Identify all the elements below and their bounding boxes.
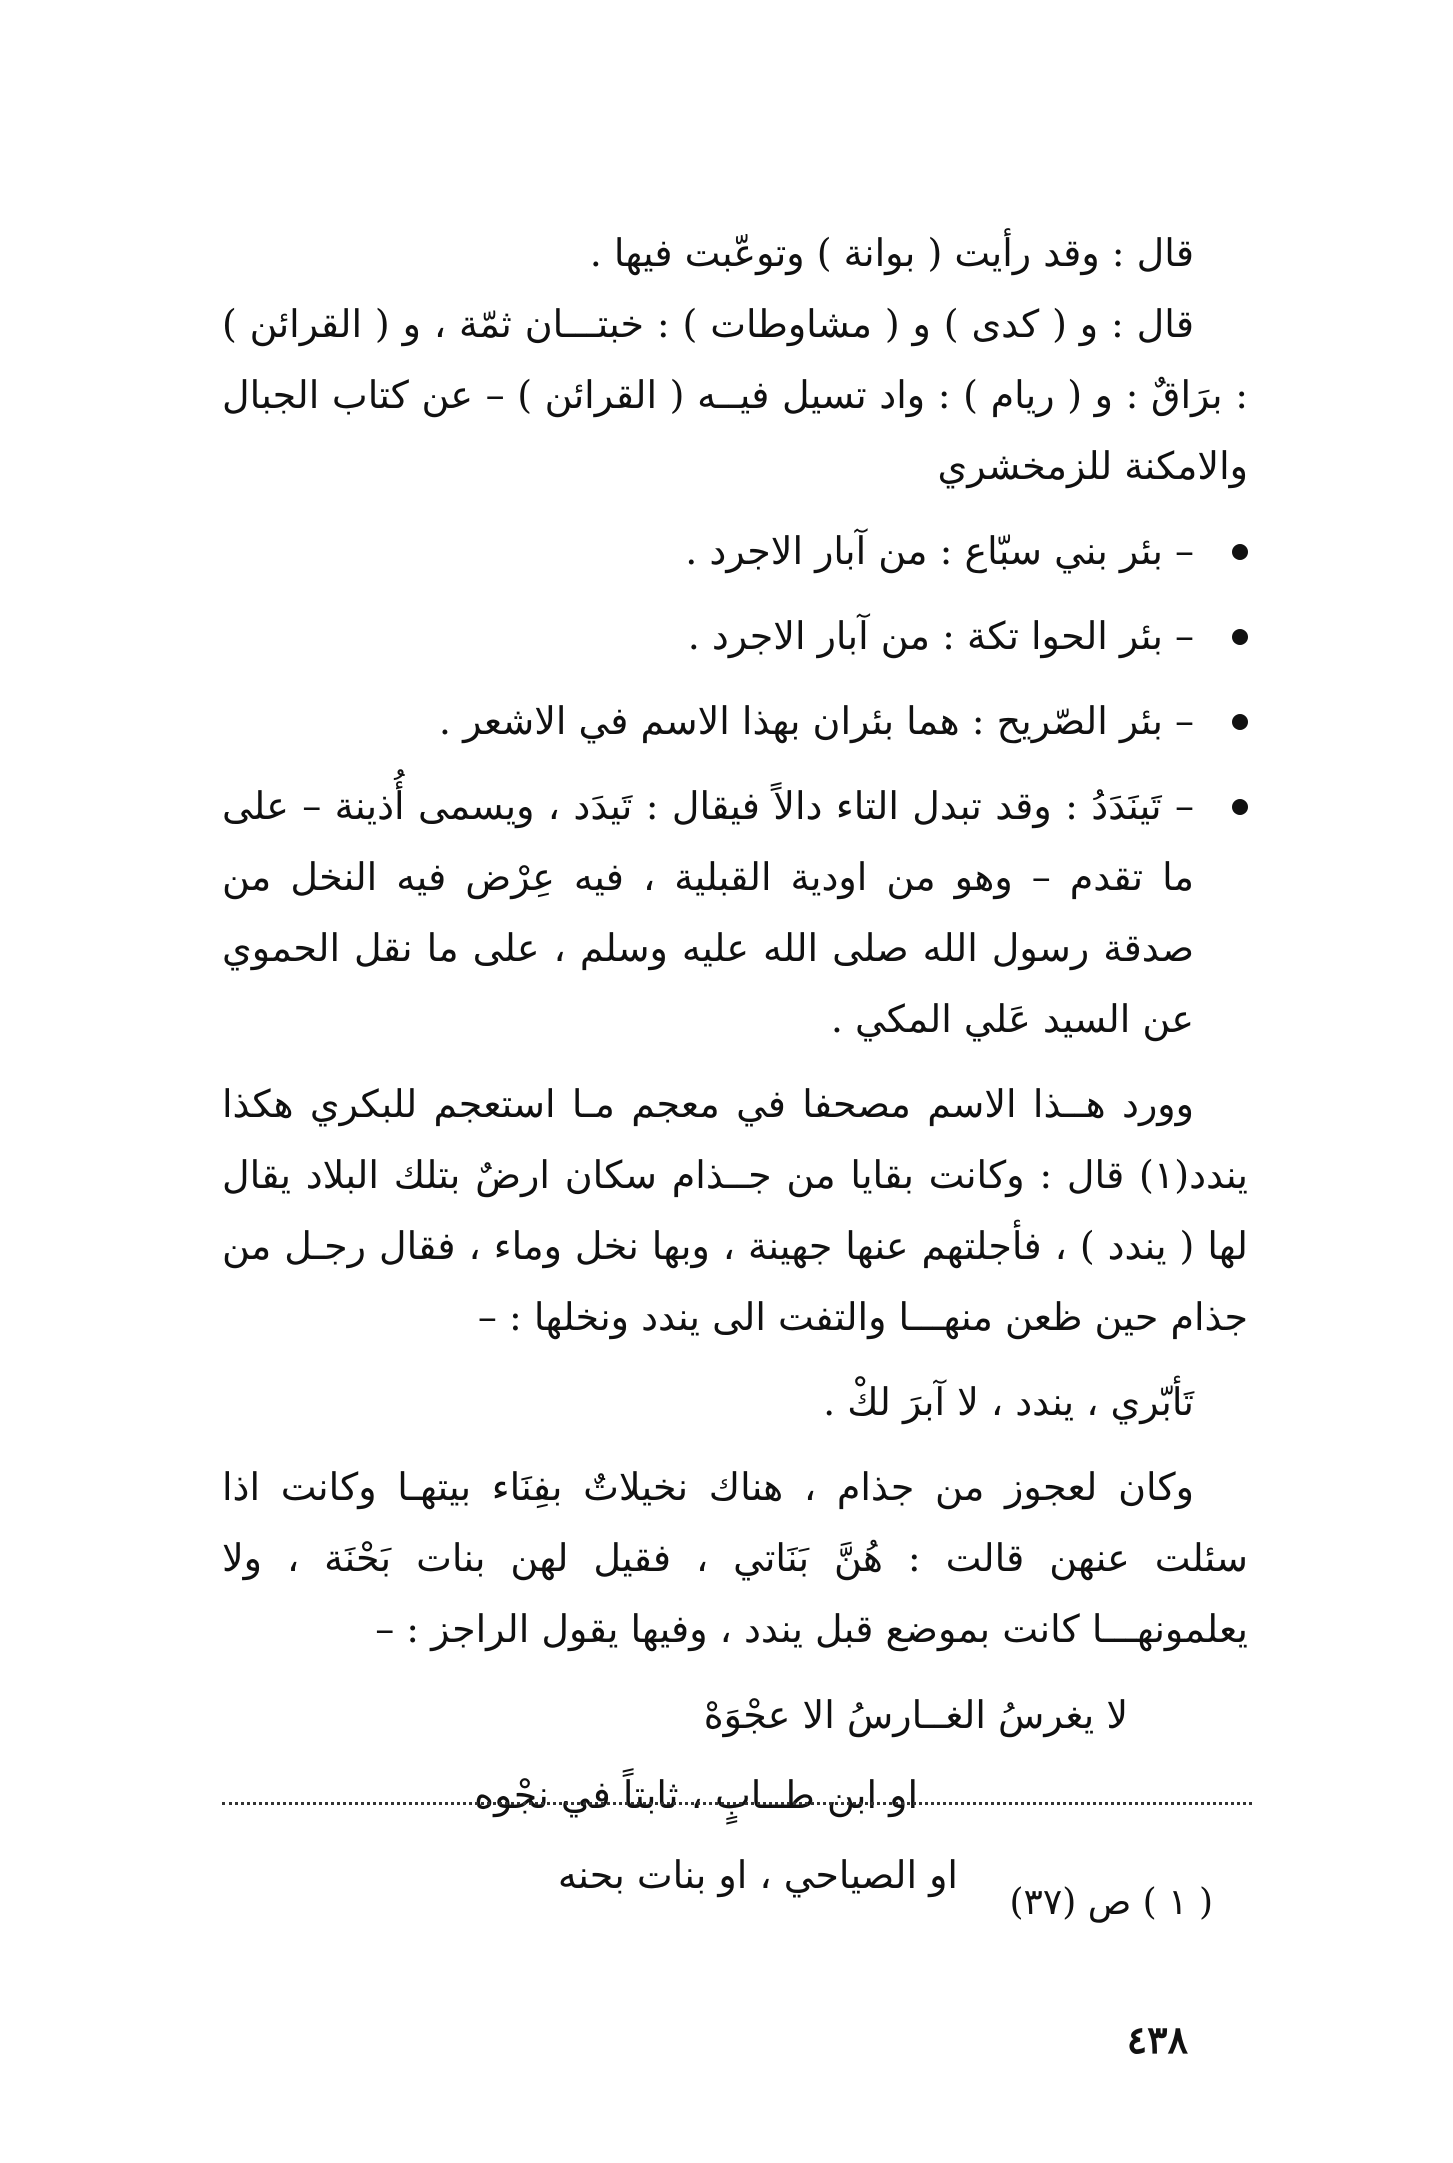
bullet-dot-icon: [1232, 629, 1248, 645]
bullet-dot-icon: [1232, 714, 1248, 730]
page-number: ٤٣٨: [1126, 2017, 1188, 2062]
bullet-text: – بئر بني سبّاع : من آبار الاجرد .: [685, 529, 1194, 573]
footnote: ( ١ ) ص (٣٧): [1009, 1882, 1213, 1923]
bullet-text: – بئر الحوا تكة : من آبار الاجرد .: [687, 614, 1194, 658]
quote-line: تَأبّري ، يندد ، لا آبرَ لكْ .: [823, 1380, 1194, 1424]
footnote-divider: [222, 1802, 1252, 1805]
verse-line-1: لا يغرسُ الغــارسُ الا عجْوَهْ: [703, 1693, 1128, 1737]
paragraph-2: قال : و ( كدى ) و ( مشاوطات ) : خبتـــان ثمّة ، و ( القرائن ) : برَاقٌ : و ( ريام ) : واد تسيل فيــه ( القرائن ) – عن كتاب الجبال والامكنة للزمخشري: [222, 302, 1248, 488]
paragraph-4: وكان لعجوز من جذام ، هناك نخيلاتٌ بفِنَاء بيتهـا وكانت اذا سئلت عنهن قالت : هُنَّ بَنَاتي ، فقيل لهن بنات بَحْنَة ، ولا يعلمونهـــا كانت بموضع قبل يندد ، وفيها يقول الراجز : –: [222, 1465, 1248, 1651]
bullet-text: – بئر الصّريح : هما بئران بهذا الاسم في الاشعر .: [438, 699, 1194, 743]
verse-line-2: او ابن طــابٍ ، ثابتاً في نجْوه: [474, 1773, 918, 1817]
verse-line-3: او الصياحي ، او بنات بحنه: [557, 1853, 958, 1897]
bullet-item: [222, 516, 1248, 587]
page-body: [222, 218, 1248, 1915]
bullet-item: [222, 686, 1248, 757]
bullet-item: [222, 771, 1248, 1055]
bullet-dot-icon: [1232, 544, 1248, 560]
bullet-text: – تَينَدَدُ : وقد تبدل التاء دالاً فيقال : تَيدَد ، ويسمى أُذينة – على ما تقدم – وهو من اودية القبلية ، فيه عِرْض فيه النخل من صدقة رسول الله صلى الله عليه وسلم ، على ما نقل الحموي عن السيد عَلي المكي .: [222, 784, 1195, 1041]
paragraph-1: قال : وقد رأيت ( بوانة ) وتوعّبت فيها .: [589, 231, 1194, 275]
bullet-dot-icon: [1232, 799, 1248, 815]
bullet-item: [222, 601, 1248, 672]
paragraph-3: وورد هــذا الاسم مصحفا في معجم مـا استعجم للبكري هكذا يندد(١) قال : وكانت بقايا من جــذام سكان ارضٌ بتلك البلاد يقال لها ( يندد ) ، فأجلتهم عنها جهينة ، وبها نخل وماء ، فقال رجـل من جذام حين ظعن منهـــا والتفت الى يندد ونخلها : –: [222, 1082, 1248, 1339]
bullet-list: [222, 516, 1248, 1055]
